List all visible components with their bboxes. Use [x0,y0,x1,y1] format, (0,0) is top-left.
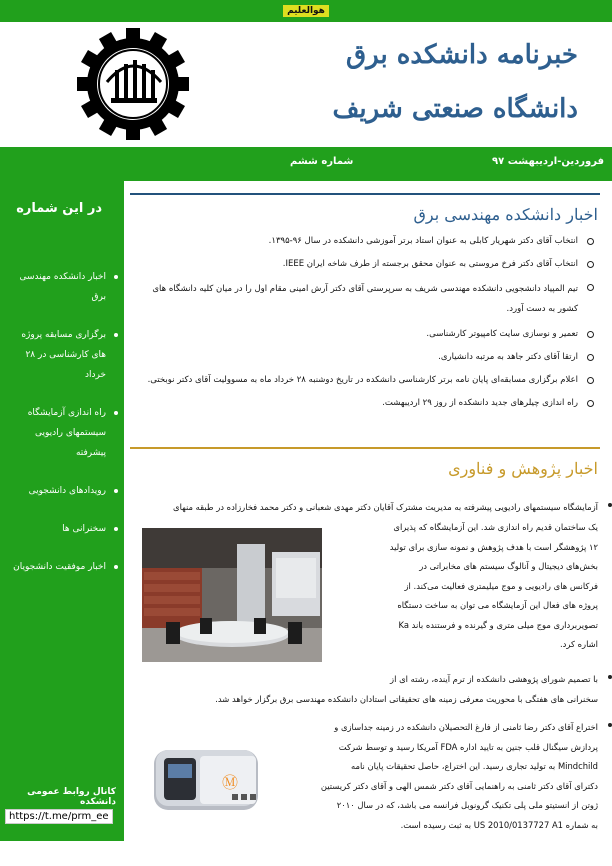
top-banner [0,0,612,22]
sidebar-title: در این شماره [16,201,102,216]
sidebar [0,181,124,841]
section-divider [130,193,600,195]
toc-item[interactable]: اخبار موفقیت دانشجویان [4,557,120,577]
device-brand-mark: Ⓜ [221,773,239,792]
text-line: یک ساختمان قدیم راه اندازی شد. این آزمایشگاه که پذیرای [393,522,598,532]
news-item: راه اندازی چیلرهای جدید دانشکده از روز ۲۹ اردیبهشت. [146,395,598,411]
toc-item[interactable]: سخنرانی ها [4,519,120,539]
text-line: فرکانس های رادیویی و موج میلیمتری فعالیت می‌کند. از [404,580,598,591]
issue-number: شماره ششم [290,156,354,167]
newsletter-title: خبرنامه دانشکده برق [345,40,578,70]
section-heading-department-news: اخبار دانشکده مهندسی برق [413,205,598,224]
news-item: اعلام برگزاری مسابقه‌ای پایان نامه برتر کارشناسی دانشکده در تاریخ دوشنبه ۲۸ خرداد ماه به مسوولیت آقای دکتر نوبختی. [146,372,598,388]
text-line: سخنرانی های هفتگی با محوریت معرفی زمینه های تحقیقاتی استادان دانشکده مهندسی برق برگزار خواهد شد. [215,693,598,704]
news-item: تیم المپیاد دانشجویی دانشکده مهندسی شریف به سرپرستی آقای دکتر آرش امینی مقام اول را در میان کلیه دانشگاه های کشور به دست آورد. [146,279,598,319]
text-line: دکترای آقای دکتر ثامنی به راهنمایی آقای دکتر شمس الهی و آقای دکتر کریستین [320,780,598,791]
department-news-list [146,233,598,418]
toc-item[interactable]: برگزاری مسابقه پروژه های کارشناسی در ۲۸ خرداد [4,325,120,385]
top-tag: هوالعلیم [283,5,329,17]
channel-label: کانال روابط عمومی دانشکده [27,787,116,807]
lab-news-continued [330,518,598,655]
news-item: انتخاب آقای دکتر فرخ مروستی به عنوان محقق برجسته از طرف شاخه ایران IEEE. [146,256,598,272]
patent-news-paragraph [280,718,598,835]
toc-item[interactable]: اخبار دانشکده مهندسی برق [4,267,120,307]
text-line: با تصمیم شورای پژوهشی دانشکده از ترم آینده، رشته ای از [390,674,598,684]
issue-bar [0,147,612,181]
section-divider [130,447,600,449]
text-line: تصویربرداری موج میلی متری و گیرنده و فرستنده باند Ka [398,619,598,630]
lecture-news-paragraph [146,670,598,709]
text-line: اشاره کرد. [560,639,598,649]
text-line: اختراع آقای دکتر رضا ثامنی از فارغ التحصیلان دانشکده در زمینه جداسازی و [334,722,598,732]
bullet [608,723,612,727]
text-line: ژوتن از انستیتو ملی پلی تکنیک گرونوبل فرانسه می باشد، که در سال ۲۰۱۰ [336,800,598,810]
toc-item[interactable]: راه اندازی آزمایشگاه سیستمهای رادیویی پیشرفته [4,403,120,463]
toc-item[interactable]: رویدادهای دانشجویی [4,481,120,501]
text-line: آزمایشگاه سیستمهای رادیویی پیشرفته به مدیریت مشترک آقایان دکتر مهدی شعبانی و دکتر محمد فخارزاده در طبقه منهای [173,502,598,512]
news-item: ارتقا آقای دکتر جاهد به مرتبه دانشیاری. [146,349,598,365]
section-heading-research-news: اخبار پژوهش و فناوری [448,459,598,478]
text-line: پردازش سیگنال قلب جنین به تایید اداره FDA آمریکا رسید و توسط شرکت [338,741,598,752]
text-line: پروژه های فعال این آزمایشگاه می توان به ساخت دستگاه [397,600,598,610]
device-photo [142,732,266,828]
university-logo [77,28,189,140]
lab-photo [142,528,322,662]
bullet [608,675,612,679]
news-item: انتخاب آقای دکتر شهریار کابلی به عنوان استاد برتر آموزشی دانشکده در سال ۹۶-۱۳۹۵. [146,233,598,249]
bullet [608,503,612,507]
text-line: به شماره US 2010/0137727 A1 به ثبت رسیده است. [400,819,598,830]
news-item: تعمیر و نوسازی سایت کامپیوتر کارشناسی. [146,326,598,342]
telegram-channel-link[interactable]: https://t.me/prm_ee [5,809,113,824]
lab-news-paragraph [146,498,598,518]
text-line: Mindchild به تولید تجاری رسید. این اختراع، حاصل تحقیقات پایان نامه [350,761,598,771]
table-of-contents [4,267,120,595]
issue-date: فروردین-اردیبهشت ۹۷ [492,156,604,167]
university-name: دانشگاه صنعتی شریف [332,94,578,124]
text-line: بخش‌های دیجیتال و آنالوگ سیستم های مخابراتی در [419,561,598,571]
text-line: ۱۲ پژوهشگر است با هدف پژوهش و نمونه سازی برای تولید [389,541,598,552]
